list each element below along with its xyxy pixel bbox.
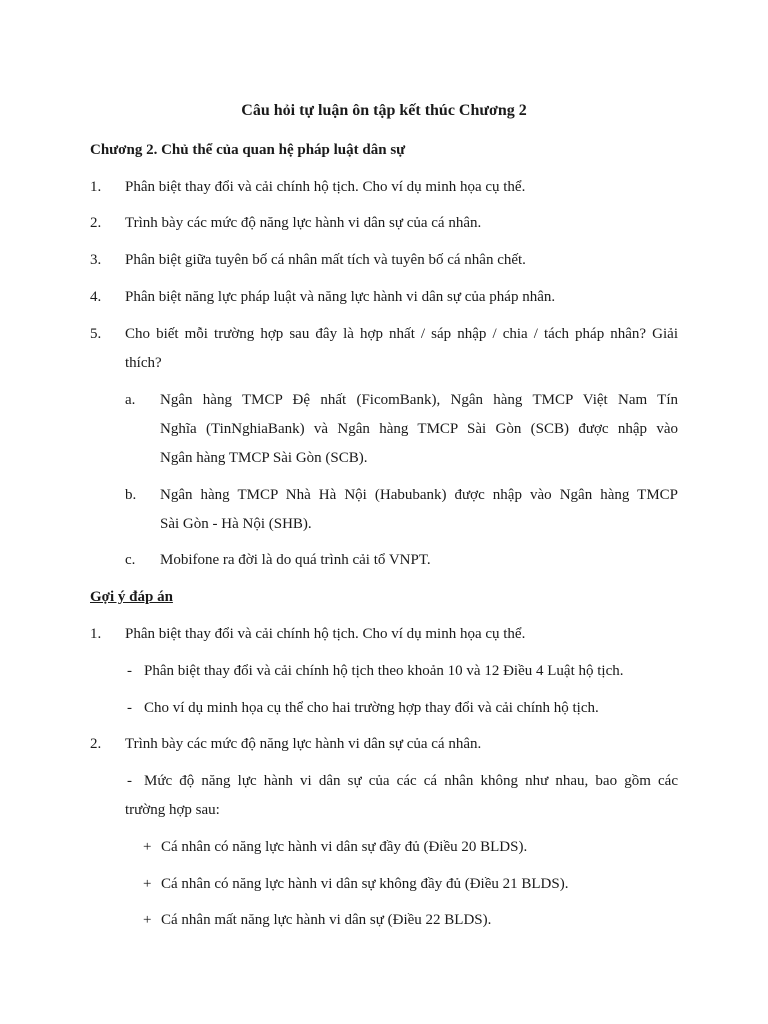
sub-item-text: Ngân hàng TMCP Sài Gòn (SCB). [160, 450, 368, 466]
sub-item-text: Mobifone ra đời là do quá trình cải tổ VNPT. [160, 552, 431, 568]
plus-sign: + [143, 876, 152, 892]
plus-item-text: Cá nhân có năng lực hành vi dân sự không đầy đủ (Điều 21 BLDS). [161, 876, 569, 892]
sub-item-letter: a. [125, 392, 136, 408]
sub-item-letter: c. [125, 552, 136, 568]
question-text: Phân biệt năng lực pháp luật và năng lực hành vi dân sự của pháp nhân. [125, 289, 556, 305]
question-text: Phân biệt thay đổi và cải chính hộ tịch. Cho ví dụ minh họa cụ thể. [125, 179, 526, 195]
plus-item-text: Cá nhân mất năng lực hành vi dân sự (Điều 22 BLDS). [161, 912, 492, 928]
answer-text: Trình bày các mức độ năng lực hành vi dân sự của cá nhân. [125, 736, 482, 752]
question-number: 1. [90, 179, 102, 195]
page-title: Câu hỏi tự luận ôn tập kết thúc Chương 2 [241, 102, 527, 119]
plus-item-text: Cá nhân có năng lực hành vi dân sự đầy đủ (Điều 20 BLDS). [161, 839, 528, 855]
sub-item-text: Sài Gòn - Hà Nội (SHB). [160, 516, 312, 532]
question-text: Phân biệt giữa tuyên bố cá nhân mất tích và tuyên bố cá nhân chết. [125, 252, 526, 268]
bullet-text-continued: trường hợp sau: [125, 802, 220, 818]
bullet-text: Phân biệt thay đổi và cải chính hộ tịch theo khoản 10 và 12 Điều 4 Luật hộ tịch. [144, 663, 624, 679]
answer-text: Phân biệt thay đổi và cải chính hộ tịch. Cho ví dụ minh họa cụ thể. [125, 626, 526, 642]
question-number: 2. [90, 215, 102, 231]
question-text: Trình bày các mức độ năng lực hành vi dân sự của cá nhân. [125, 215, 482, 231]
sub-item-text: Ngân hàng TMCP Đệ nhất (FicomBank), Ngân hàng TMCP Việt Nam Tín [160, 392, 678, 408]
question-text-continued: thích? [125, 355, 162, 371]
question-number: 3. [90, 252, 102, 268]
answer-number: 1. [90, 626, 102, 642]
bullet-dash: - [127, 700, 132, 716]
sub-item-text: Nghĩa (TinNghiaBank) và Ngân hàng TMCP Sài Gòn (SCB) được nhập vào [160, 421, 678, 437]
bullet-dash: - [127, 663, 132, 679]
chapter-heading: Chương 2. Chủ thể của quan hệ pháp luật dân sự [90, 142, 406, 158]
answers-heading: Gợi ý đáp án [90, 589, 173, 605]
plus-sign: + [143, 912, 152, 928]
plus-sign: + [143, 839, 152, 855]
bullet-text: Cho ví dụ minh họa cụ thể cho hai trường hợp thay đổi và cải chính hộ tịch. [144, 700, 599, 716]
bullet-dash: - [127, 773, 132, 789]
question-number: 4. [90, 289, 102, 305]
sub-item-text: Ngân hàng TMCP Nhà Hà Nội (Habubank) được nhập vào Ngân hàng TMCP [160, 487, 678, 503]
answer-number: 2. [90, 736, 102, 752]
bullet-text: Mức độ năng lực hành vi dân sự của các cá nhân không như nhau, bao gồm các [144, 773, 678, 789]
sub-item-letter: b. [125, 487, 137, 503]
question-number: 5. [90, 326, 102, 342]
question-text: Cho biết mỗi trường hợp sau đây là hợp nhất / sáp nhập / chia / tách pháp nhân? Giải [125, 326, 678, 342]
